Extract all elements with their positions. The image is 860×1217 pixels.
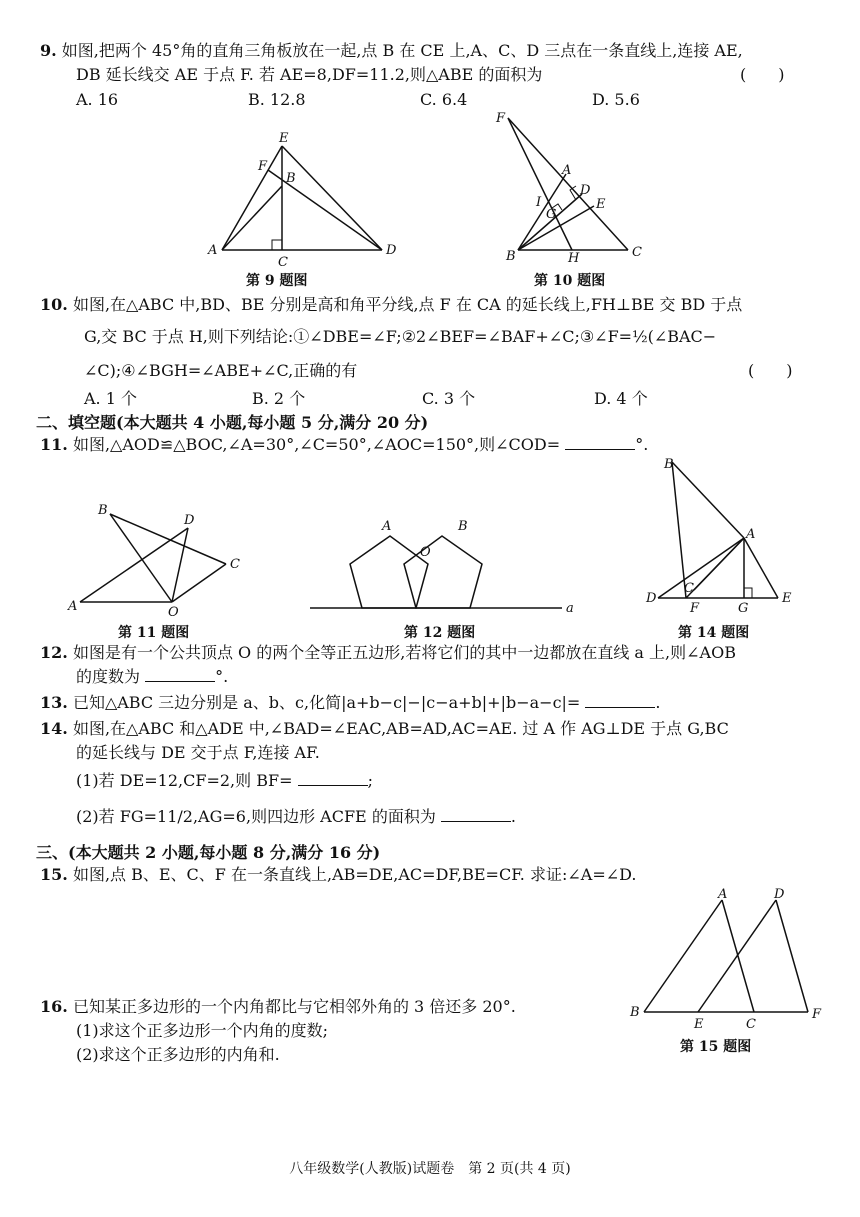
q10-stem-3: ∠C);④∠BGH=∠ABE+∠C,正确的有 <box>84 361 358 380</box>
q10-label-d: D <box>580 183 591 198</box>
q14-label-b: B <box>664 457 674 472</box>
q10-label-c: C <box>632 245 642 260</box>
q11-label-b: B <box>98 503 108 518</box>
q10-stem-1: 如图,在△ABC 中,BD、BE 分别是高和角平分线,点 F 在 CA 的延长线上,FH⊥BE 交 BD 于点 <box>72 295 743 314</box>
q14-part2-blank[interactable] <box>441 807 511 822</box>
q9-line1 <box>40 40 743 62</box>
q14-label-f: F <box>690 601 700 616</box>
q10-answer-paren: ( ) <box>748 361 793 380</box>
q9-label-a: A <box>208 243 218 258</box>
q14-label-a: A <box>746 527 756 542</box>
q15-label-c: C <box>746 1017 756 1032</box>
q14-part2-text: (2)若 FG=11/2,AG=6,则四边形 ACFE 的面积为 <box>76 807 436 826</box>
q12-number: 12. <box>40 643 68 662</box>
q10-option-d: D. 4 个 <box>594 389 648 408</box>
q9-stem-1: 如图,把两个 45°角的直角三角板放在一起,点 B 在 CE 上,A、C、D 三点在一条直线上,连接 AE, <box>61 41 743 60</box>
q9-option-c: C. 6.4 <box>420 90 468 109</box>
q15-number: 15. <box>40 865 68 884</box>
q10-label-a: A <box>562 163 572 178</box>
q16-number: 16. <box>40 997 68 1016</box>
q10-option-a: A. 1 个 <box>84 389 137 408</box>
q14-part1-blank[interactable] <box>298 771 368 786</box>
page-footer: 八年级数学(人教版)试题卷 第 2 页(共 4 页) <box>289 1161 571 1177</box>
q9-label-c: C <box>278 255 288 270</box>
q12-line2 <box>76 666 228 688</box>
q13-tail: . <box>655 693 661 712</box>
q9-figure <box>200 130 400 270</box>
q16-part1: (1)求这个正多边形一个内角的度数; <box>76 1021 329 1040</box>
q15-figure <box>626 886 826 1036</box>
q9-option-d: D. 5.6 <box>592 90 640 109</box>
q12-figure <box>310 516 580 620</box>
q9-number: 9. <box>40 41 57 60</box>
q13-number: 13. <box>40 693 68 712</box>
q15-label-b: B <box>630 1005 640 1020</box>
q12-answer-blank[interactable] <box>145 667 215 682</box>
q10-number: 10. <box>40 295 68 314</box>
q14-part1-text: (1)若 DE=12,CF=2,则 BF= <box>76 771 293 790</box>
q10-line1 <box>40 294 742 316</box>
q10-figure-caption: 第 10 题图 <box>534 273 606 289</box>
q14-stem-1: 如图,在△ABC 和△ADE 中,∠BAD=∠EAC,AB=AD,AC=AE. 过 A 作 AG⊥DE 于点 G,BC <box>72 719 729 738</box>
q11-figure-caption: 第 11 题图 <box>118 625 190 641</box>
section-2-title: 二、填空题(本大题共 4 小题,每小题 5 分,满分 20 分) <box>36 413 429 432</box>
q9-label-e: E <box>279 131 289 146</box>
q10-figure <box>490 108 650 268</box>
q11-tail: °. <box>635 435 649 454</box>
q14-line1 <box>40 718 729 740</box>
q14-part2-tail: . <box>510 807 517 826</box>
q12-label-b: B <box>458 519 468 534</box>
q12-stem-2: 的度数为 <box>76 667 141 686</box>
q12-tail: °. <box>215 667 229 686</box>
q9-figure-caption: 第 9 题图 <box>246 273 308 289</box>
q15-label-f: F <box>812 1007 822 1022</box>
q9-label-f: F <box>258 159 268 174</box>
q12-label-line-a: a <box>566 601 574 616</box>
q15-label-d: D <box>774 887 785 902</box>
q14-part1-tail: ; <box>367 771 373 790</box>
q9-label-d: D <box>386 243 397 258</box>
q14-figure <box>640 456 800 616</box>
q9-option-a: A. 16 <box>76 90 119 109</box>
q13-stem: 已知△ABC 三边分别是 a、b、c,化简|a+b−c|−|c−a+b|+|b−a−c|= <box>72 693 581 712</box>
q14-stem-2: 的延长线与 DE 交于点 F,连接 AF. <box>76 743 320 762</box>
q11-answer-blank[interactable] <box>565 435 635 450</box>
q9-answer-paren: ( ) <box>740 65 785 84</box>
q11-label-a: A <box>68 599 78 614</box>
q11-label-c: C <box>230 557 240 572</box>
q11-label-o: O <box>168 605 179 620</box>
q9-option-b: B. 12.8 <box>248 90 306 109</box>
q16-stem: 已知某正多边形的一个内角都比与它相邻外角的 3 倍还多 20°. <box>72 997 516 1016</box>
q14-label-e: E <box>782 591 792 606</box>
q14-label-c: C <box>684 581 694 596</box>
q14-part2 <box>76 806 516 828</box>
q11-figure <box>60 500 250 620</box>
q14-label-g: G <box>738 601 749 616</box>
q13-answer-blank[interactable] <box>585 693 655 708</box>
q14-label-d: D <box>646 591 657 606</box>
q10-label-f: F <box>496 111 506 126</box>
q16-part2: (2)求这个正多边形的内角和. <box>76 1045 280 1064</box>
q11-stem: 如图,△AOD≌△BOC,∠A=30°,∠C=50°,∠AOC=150°,则∠COD= <box>72 435 561 454</box>
q15-label-e: E <box>694 1017 704 1032</box>
q10-label-b: B <box>506 249 516 264</box>
q10-option-b: B. 2 个 <box>252 389 306 408</box>
q10-stem-2: G,交 BC 于点 H,则下列结论:①∠DBE=∠F;②2∠BEF=∠BAF+∠C;③∠F=½(∠BAC− <box>84 327 717 346</box>
q10-label-g: G <box>546 207 557 222</box>
q13-line <box>40 692 661 714</box>
section-3-title: 三、(本大题共 2 小题,每小题 8 分,满分 16 分) <box>36 843 381 862</box>
q10-label-h: H <box>568 251 580 266</box>
q15-line <box>40 864 636 886</box>
q12-label-a: A <box>382 519 392 534</box>
q14-figure-caption: 第 14 题图 <box>678 625 750 641</box>
q15-stem: 如图,点 B、E、C、F 在一条直线上,AB=DE,AC=DF,BE=CF. 求证:∠A=∠D. <box>72 865 637 884</box>
q12-stem-1: 如图是有一个公共顶点 O 的两个全等正五边形,若将它们的其中一边都放在直线 a 上,则∠AOB <box>72 643 736 662</box>
q14-number: 14. <box>40 719 68 738</box>
q12-line1 <box>40 642 736 664</box>
q16-line <box>40 996 516 1018</box>
q14-part1 <box>76 770 373 792</box>
q11-label-d: D <box>184 513 195 528</box>
q11-number: 11. <box>40 435 68 454</box>
q10-label-i: I <box>536 195 542 210</box>
q9-label-b: B <box>286 171 296 186</box>
q11-line <box>40 434 648 456</box>
q15-figure-caption: 第 15 题图 <box>680 1039 752 1055</box>
q12-label-o: O <box>420 545 431 560</box>
q9-stem-2: DB 延长线交 AE 于点 F. 若 AE=8,DF=11.2,则△ABE 的面积为 <box>76 65 543 84</box>
q15-label-a: A <box>718 887 728 902</box>
q12-figure-caption: 第 12 题图 <box>404 625 476 641</box>
q10-label-e: E <box>596 197 606 212</box>
q10-option-c: C. 3 个 <box>422 389 476 408</box>
